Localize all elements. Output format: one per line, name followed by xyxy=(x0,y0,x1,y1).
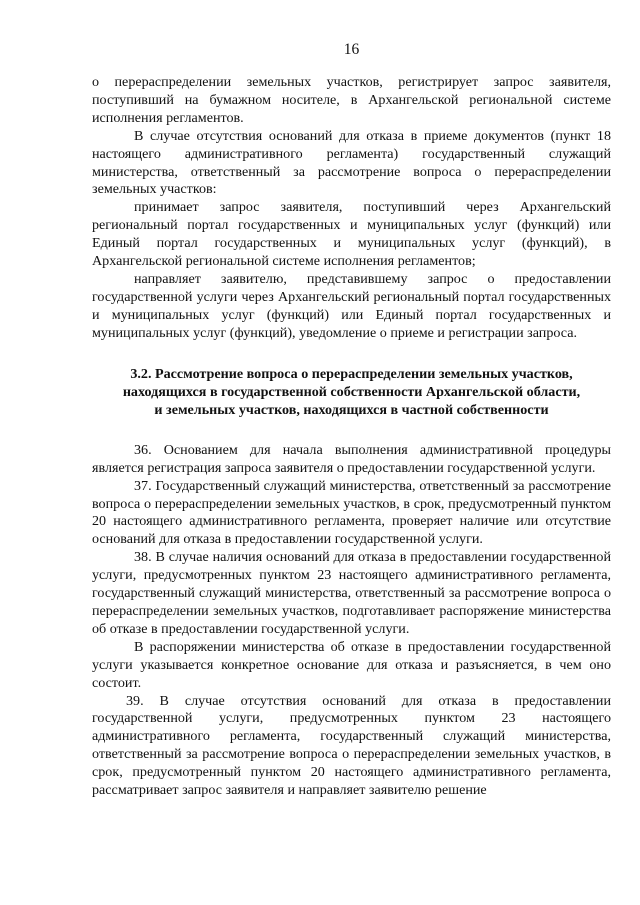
page-number: 16 xyxy=(343,41,360,58)
document-page xyxy=(92,40,611,800)
paragraph-sends-notification: направляет заявителю, представившему запрос о предоставлении государственной услуги через Архангельский региональный портал государственных и муниципальных услуг (функций) или Единый портал государственных и муниципальных услуг (функций), уведомление о приеме и регистрации запроса. xyxy=(92,270,611,341)
paragraph-36: 36. Основанием для начала выполнения административной процедуры является регистрация запроса заявителя о предоставлении государственной услуги. xyxy=(92,441,611,476)
paragraph-38: 38. В случае наличия оснований для отказа в предоставлении государственной услуги, предусмотренных пунктом 23 настоящего административного регламента, государственный служащий министерства, ответственный за рассмотрение вопроса о перераспределении земельных участков, подготавливает распоряжение министерства об отказе в предоставлении государственной услуги. xyxy=(92,549,611,637)
heading-line: и земельных участков, находящихся в частной собственности xyxy=(154,402,549,419)
heading-line: находящихся в государственной собственности Архангельской области, xyxy=(122,384,581,400)
section-heading-3-2 xyxy=(92,365,611,420)
paragraph-accepts-request: принимает запрос заявителя, поступивший через Архангельский региональный портал государственных и муниципальных услуг (функций) или Единый портал государственных и муниципальных услуг (функций), в Архангельской региональной системе исполнения регламентов; xyxy=(92,199,611,270)
heading-line: 3.2. Рассмотрение вопроса о перераспределении земельных участков, xyxy=(130,365,573,382)
paragraph-no-refusal-grounds: В случае отсутствия оснований для отказа в приеме документов (пункт 18 настоящего административного регламента) государственный служащий министерства, ответственный за рассмотрение вопроса о перераспределении земельных участков: xyxy=(92,127,611,198)
paragraph-39: 39. В случае отсутствия оснований для отказа в предоставлении государственной услуги, предусмотренных пунктом 23 настоящего административного регламента, государственный служащий министерства, ответственный за рассмотрение вопроса о перераспределении земельных участков, в срок, предусмотренный пунктом 20 настоящего административного регламента, рассматривает запрос заявителя и направляет заявителю решение xyxy=(92,692,611,799)
paragraph-registration-paper: о перераспределении земельных участков, регистрирует запрос заявителя, поступивший на бумажном носителе, в Архангельской региональной системе исполнения регламентов. xyxy=(92,74,611,126)
paragraph-37: 37. Государственный служащий министерства, ответственный за рассмотрение вопроса о перераспределении земельных участков, в срок, предусмотренный пунктом 20 настоящего административного регламента, проверяет наличие или отсутствие оснований для отказа в предоставлении государственной услуги. xyxy=(92,477,611,548)
paragraph-refusal-order: В распоряжении министерства об отказе в предоставлении государственной услуги указывается конкретное основание для отказа и разъясняется, в чем оно состоит. xyxy=(92,638,611,691)
